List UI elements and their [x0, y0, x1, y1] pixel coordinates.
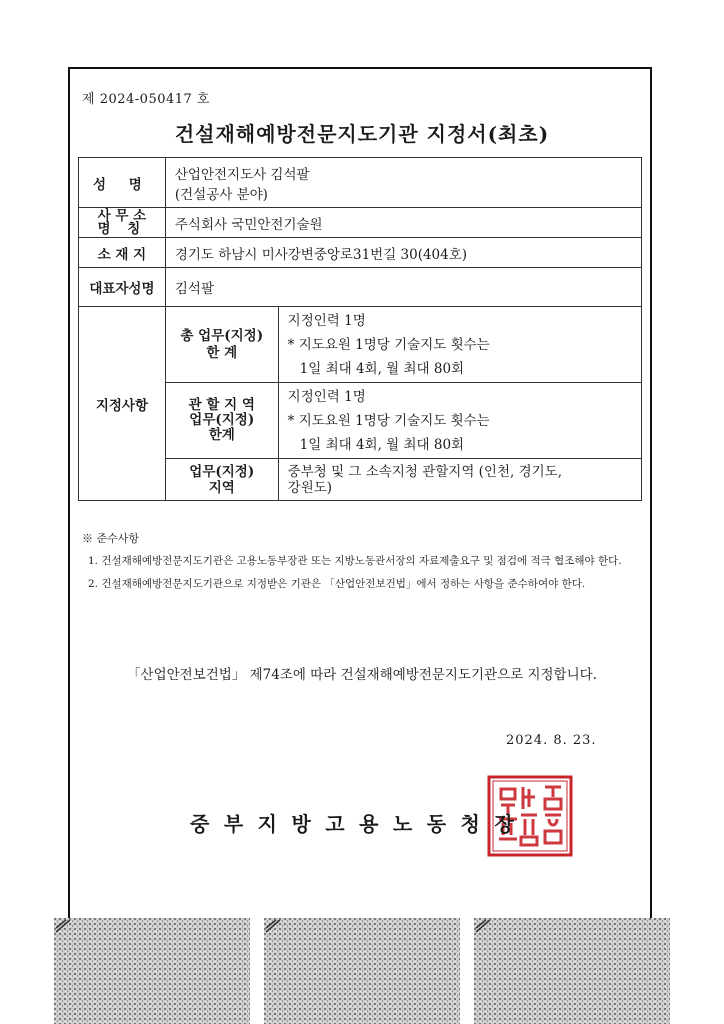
- issuing-authority: 중부지방고용노동청장: [190, 812, 529, 836]
- name-value-cell: [165, 158, 641, 208]
- address-row: [79, 238, 642, 268]
- issue-date: 2024. 8. 23.: [506, 733, 597, 748]
- address-label: 소 재 지: [79, 238, 166, 268]
- work-area-line2: 강원도): [287, 479, 333, 496]
- office-label-cell: [79, 208, 166, 238]
- region-limit-label-line3: 한계: [208, 427, 235, 443]
- office-label-line1: 사 무 소: [97, 207, 147, 224]
- work-area-label-line2: 지역: [208, 479, 235, 496]
- work-area-value-cell: [278, 459, 641, 501]
- region-limit-visit-cap: 1일 최대 4회, 월 최대 80회: [299, 436, 465, 453]
- region-limit-label-cell: [165, 383, 278, 459]
- certificate-title: 건설재해예방전문지도기관 지정서(최초): [174, 122, 550, 146]
- name-label-cell: [79, 158, 166, 208]
- region-limit-staff: 지정인력 1명: [287, 388, 366, 405]
- total-limit-staff: 지정인력 1명: [287, 312, 366, 329]
- total-limit-visit-cap: 1일 최대 4회, 월 최대 80회: [299, 360, 465, 377]
- representative-row: [79, 268, 642, 307]
- compliance-item-1: 1. 건설재해예방전문지도기관은 고용노동부장관 또는 지방노동관서장의 자료제출요구 및 점검에 적극 협조해야 한다.: [88, 555, 622, 567]
- document-number: 제 2024-050417 호: [82, 92, 210, 107]
- compliance-heading: ※ 준수사항: [82, 532, 140, 545]
- total-limit-row: [79, 307, 642, 383]
- representative-value: 김석팔: [165, 268, 641, 307]
- redacted-block-center: [264, 918, 460, 1024]
- redacted-block-left: [54, 918, 250, 1024]
- compliance-item-2: 2. 건설재해예방전문지도기관으로 지정받은 기관은 「산업안전보건법」에서 정하는 사항을 준수하여야 한다.: [88, 578, 586, 590]
- office-row: [79, 208, 642, 238]
- total-limit-label-line2: 한 계: [206, 344, 238, 361]
- designation-table: [78, 157, 642, 501]
- designation-label: 지정사항: [79, 307, 166, 501]
- total-limit-value-cell: [278, 307, 641, 383]
- name-label: 성 명: [93, 176, 151, 193]
- total-limit-label-line1: 총 업무(지정): [180, 327, 264, 344]
- work-area-label-line1: 업무(지정): [189, 463, 255, 480]
- work-area-label-cell: [165, 459, 278, 501]
- total-limit-label-cell: [165, 307, 278, 383]
- declaration-text: 「산업안전보건법」 제74조에 따라 건설재해예방전문지도기관으로 지정합니다.: [127, 667, 597, 683]
- office-label-line2: 명 칭: [97, 220, 147, 237]
- region-limit-value-cell: [278, 383, 641, 459]
- redacted-block-right: [474, 918, 670, 1024]
- region-limit-label-line1: 관 할 지 역: [188, 397, 255, 413]
- region-limit-label-line2: 업무(지정): [189, 412, 255, 428]
- address-value: 경기도 하남시 미사강변중앙로31번길 30(404호): [165, 238, 641, 268]
- name-value: 산업안전지도사 김석팔: [174, 166, 310, 183]
- total-limit-visits: * 지도요원 1명당 기술지도 횟수는: [287, 336, 490, 353]
- representative-label: 대표자성명: [79, 268, 166, 307]
- name-field-value: (건설공사 분야): [174, 186, 268, 203]
- office-value: 주식회사 국민안전기술원: [165, 208, 641, 238]
- region-limit-visits: * 지도요원 1명당 기술지도 횟수는: [287, 412, 490, 429]
- work-area-line1: 중부청 및 그 소속지청 관할지역 (인천, 경기도,: [287, 463, 562, 480]
- name-row: [79, 158, 642, 208]
